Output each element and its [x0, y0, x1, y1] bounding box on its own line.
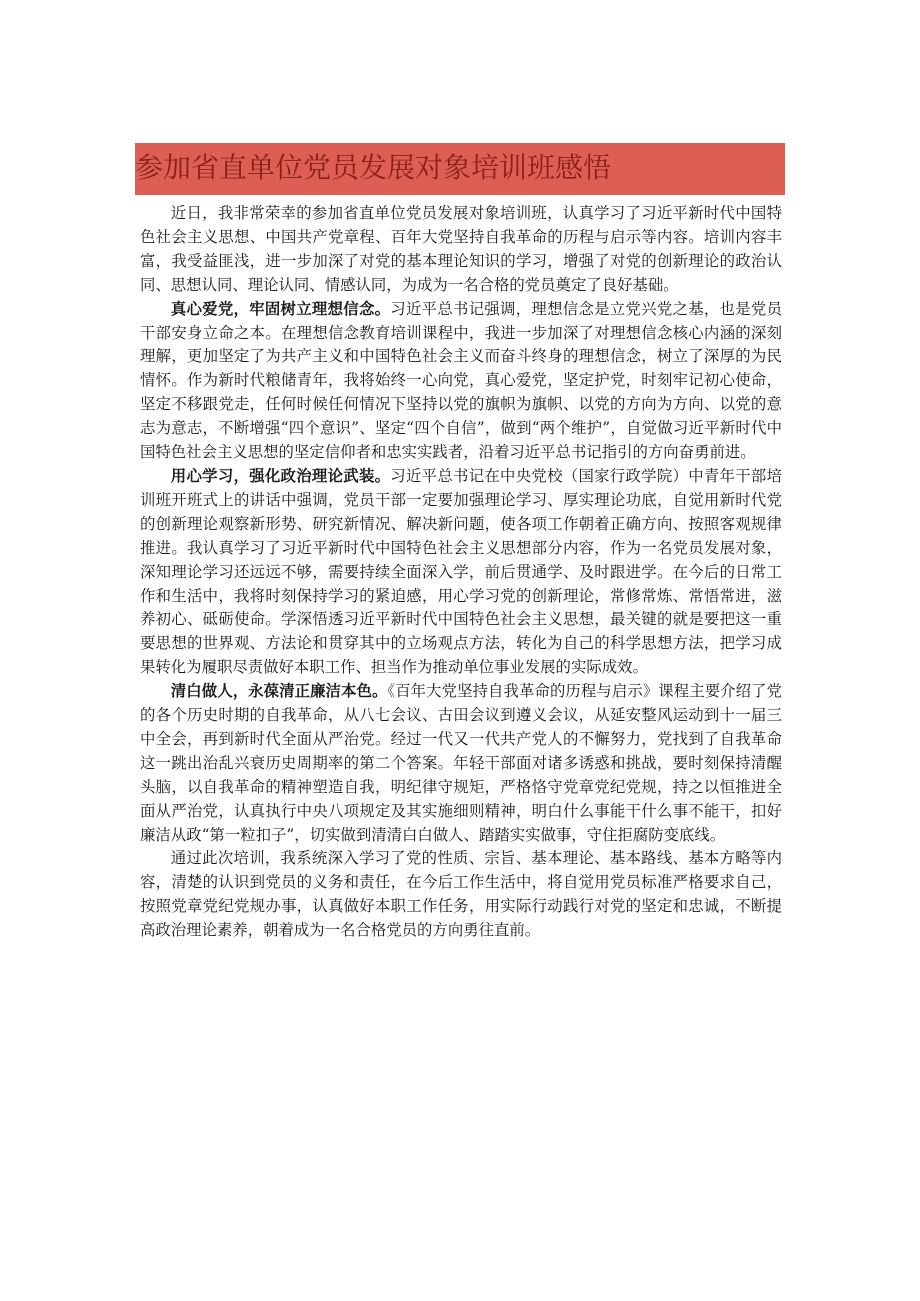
paragraph-study: [140, 465, 782, 680]
paragraph-heading: 清白做人，永葆清正廉洁本色。: [170, 682, 388, 701]
paragraph-conclusion: [140, 847, 782, 943]
paragraph-heading: 真心爱党，牢固树立理想信念。: [170, 299, 391, 318]
paragraph-text: 《百年大党坚持自我革命的历程与启示》课程主要介绍了党的各个历史时期的自我革命，从八七会议、古田会议到遵义会议，从延安整风运动到十一届三中全会，再到新时代全面从严治党。经过一代又一代共产党人的不懈努力，党找到了自我革命这一跳出治乱兴衰历史周期率的第二个答案。年轻干部面对诸多诱惑和挑战，要时刻保持清醒头脑，以自我革命的精神塑造自我，明纪律守规矩，严格恪守党章党纪党规，持之以恒推进全面从严治党，认真执行中央八项规定及其实施细则精神，明白什么事能干什么事不能干，扣好廉洁从政“第一粒扣子”，切实做到清清白白做人、踏踏实实做事，守住拒腐防变底线。: [140, 682, 782, 844]
title-banner: [135, 143, 785, 195]
paragraph-text: 近日，我非常荣幸的参加省直单位党员发展对象培训班，认真学习了习近平新时代中国特色社会主义思想、中国共产党章程、百年大党坚持自我革命的历程与启示等内容。培训内容丰富，我受益匪浅，进一步加深了对党的基本理论知识的学习，增强了对党的创新理论的政治认同、思想认同、理论认同、情感认同，为成为一名合格的党员奠定了良好基础。: [140, 204, 782, 294]
document-body: [140, 202, 782, 943]
paragraph-intro: [140, 202, 782, 298]
paragraph-integrity: [140, 680, 782, 847]
paragraph-text: 习近平总书记强调，理想信念是立党兴党之基，也是党员干部安身立命之本。在理想信念教育培训课程中，我进一步加深了对理想信念核心内涵的深刻理解，更加坚定了为共产主义和中国特色社会主义而奋斗终身的理想信念，树立了深厚的为民情怀。作为新时代粮储青年，我将始终一心向党，真心爱党，坚定护党，时刻牢记初心使命，坚定不移跟党走，任何时候任何情况下坚持以党的旗帜为旗帜、以党的方向为方向、以党的意志为意志，不断增强“四个意识”、坚定“四个自信”，做到“两个维护”，自觉做习近平新时代中国特色社会主义思想的坚定信仰者和忠实实践者，沿着习近平总书记指引的方向奋勇前进。: [140, 299, 782, 462]
paragraph-ideals: [140, 298, 782, 465]
paragraph-heading: 用心学习，强化政治理论武装。: [170, 466, 391, 485]
paragraph-text: 习近平总书记在中央党校（国家行政学院）中青年干部培训班开班式上的讲话中强调，党员干部一定要加强理论学习、厚实理论功底，自觉用新时代党的创新理论观察新形势、研究新情况、解决新问题，使各项工作朝着正确方向、按照客观规律推进。我认真学习了习近平新时代中国特色社会主义思想部分内容，作为一名党员发展对象，深知理论学习还远远不够，需要持续全面深入学，前后贯通学、及时跟进学。在今后的日常工作和生活中，我将时刻保持学习的紧迫感，用心学习党的创新理论，常修常炼、常悟常进，滋养初心、砥砺使命。学深悟透习近平新时代中国特色社会主义思想，最关键的就是要把这一重要思想的世界观、方法论和贯穿其中的立场观点方法，转化为自己的科学思想方法，把学习成果转化为履职尽责做好本职工作、担当作为推动单位事业发展的实际成效。: [140, 466, 782, 677]
document-title: 参加省直单位党员发展对象培训班感悟: [135, 151, 612, 184]
paragraph-text: 通过此次培训，我系统深入学习了党的性质、宗旨、基本理论、基本路线、基本方略等内容，清楚的认识到党员的义务和责任，在今后工作生活中，将自觉用党员标准严格要求自己，按照党章党纪党规办事，认真做好本职工作任务，用实际行动践行对党的坚定和忠诚，不断提高政治理论素养，朝着成为一名合格党员的方向勇往直前。: [140, 849, 782, 940]
